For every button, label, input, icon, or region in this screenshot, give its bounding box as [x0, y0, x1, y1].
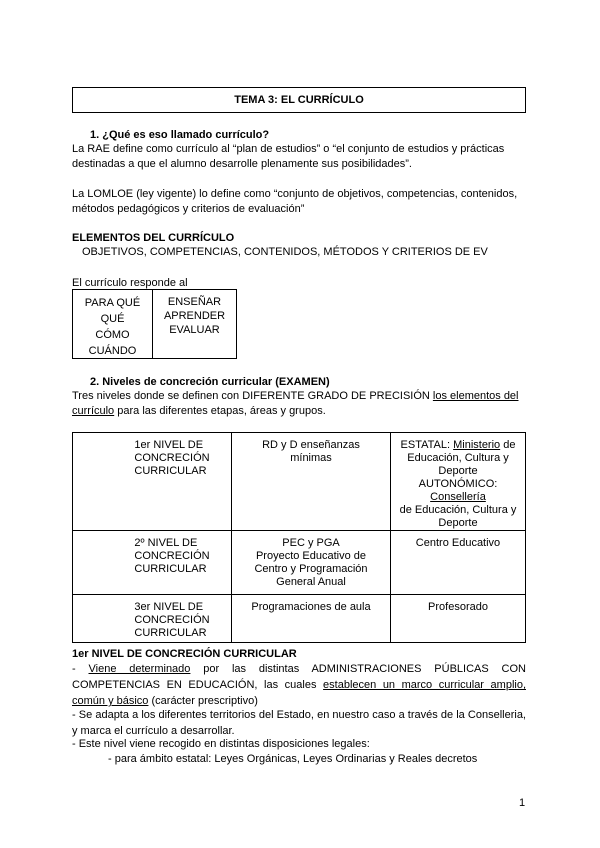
responds-intro: El currículo responde al [72, 277, 188, 289]
section2-heading: 2. Niveles de concreción curricular (EXAMEN) [90, 376, 330, 388]
bullet1-underlined2: establecen un marco curricular amplio, [323, 679, 526, 691]
responds-question: QUÉ [100, 313, 125, 325]
bullet-dash: - [72, 663, 89, 675]
first-level-bullet3: - Este nivel viene recogido en distintas disposiciones legales: [72, 738, 370, 750]
responds-questions-column [73, 290, 153, 358]
elements-list: OBJETIVOS, COMPETENCIAS, CONTENIDOS, MÉTODOS Y CRITERIOS DE EV [82, 246, 488, 258]
level-cell [73, 433, 232, 531]
elements-heading: ELEMENTOS DEL CURRÍCULO [72, 232, 235, 244]
responsible-cell [391, 433, 526, 531]
responsible-line: Centro Educativo [415, 537, 501, 549]
bullet1-text: por las distintas ADMINISTRACIONES PÚBLICAS CON [190, 663, 526, 675]
responds-action: EVALUAR [169, 324, 220, 336]
level-label-line: CONCRECIÓN [134, 452, 210, 464]
table-row [73, 531, 526, 595]
section2-line2 [72, 404, 326, 418]
documents-line: PEC y PGA [282, 537, 340, 549]
section2-line2-underlined: currículo [72, 405, 115, 417]
first-level-heading: 1er NIVEL DE CONCRECIÓN CURRICULAR [72, 648, 297, 660]
section1-paragraph1-line2: destinadas a que el alumno desarrolle plenamente sus posibilidades”. [72, 158, 412, 170]
estatal-label: ESTATAL: [400, 439, 454, 451]
responds-question: CÓMO [95, 329, 130, 341]
first-level-bullet2 [72, 707, 526, 739]
documents-line: Proyecto Educativo de [255, 550, 367, 562]
level-label-line: CURRICULAR [134, 465, 207, 477]
bullet1-text2: COMPETENCIAS EN EDUCACIÓN, las cuales [72, 679, 324, 691]
page-title [72, 87, 526, 113]
responsible-autonomico-line [395, 478, 521, 504]
levels-table [72, 432, 526, 643]
documents-line: RD y D enseñanzas [262, 439, 360, 451]
documents-line: Centro y Programación [254, 563, 368, 575]
responsible-line: Deporte [438, 465, 478, 477]
first-level-bullet4: - para ámbito estatal: Leyes Orgánicas, Leyes Ordinarias y Reales decretos [108, 753, 478, 765]
table-row [73, 595, 526, 643]
bullet1-underlined3: común y básico [72, 695, 149, 707]
documents-cell [232, 433, 391, 531]
level-label-line: 2º NIVEL DE [134, 537, 198, 549]
documents-cell [232, 595, 391, 643]
responsible-line: Educación, Cultura y [407, 452, 509, 464]
first-level-bullet1 [72, 661, 526, 709]
estatal-rest: de [500, 439, 516, 451]
page-title-text: TEMA 3: EL CURRÍCULO [234, 94, 364, 106]
documents-line: General Anual [276, 576, 346, 588]
level-label-line: CONCRECIÓN [134, 614, 210, 626]
responds-action: APRENDER [163, 310, 226, 322]
section1-heading: 1. ¿Qué es eso llamado currículo? [90, 129, 270, 141]
responsible-cell [391, 531, 526, 595]
bullet1-underlined: Viene determinado [88, 663, 191, 675]
level-label-line: CONCRECIÓN [134, 550, 210, 562]
section1-paragraph1-line1: La RAE define como currículo al “plan de estudios” o “el conjunto de estudios y prácticas [72, 143, 505, 155]
responsible-line: de Educación, Cultura y [399, 504, 517, 516]
responds-table [72, 289, 237, 359]
responsible-line: Profesorado [428, 601, 488, 613]
documents-line: mínimas [290, 452, 332, 464]
documents-line: Programaciones de aula [251, 601, 371, 613]
level-cell [73, 531, 232, 595]
section2-line2-text: para las diferentes etapas, áreas y grupos. [114, 405, 326, 417]
level-cell [73, 595, 232, 643]
section2-line1-text: Tres niveles donde se definen con DIFERENTE GRADO DE PRECISIÓN [72, 390, 433, 402]
responsible-cell [391, 595, 526, 643]
bullet2-line2: Conselleria, y marca el currículo a desarrollar. [72, 709, 526, 737]
table-row [73, 433, 526, 531]
section2-line1-underlined: los elementos del [432, 390, 519, 402]
bullet1-text3: (carácter prescriptivo) [148, 695, 258, 707]
page-number: 1 [519, 797, 526, 809]
section2-line1 [72, 389, 519, 403]
level-label-line: CURRICULAR [134, 563, 207, 575]
autonomico-label: AUTONÓMICO: [418, 478, 498, 490]
responds-question: CUÁNDO [88, 345, 137, 357]
responds-actions-column [153, 290, 236, 358]
level-label-line: 3er NIVEL DE [134, 601, 204, 613]
estatal-ministerio: Ministerio [453, 439, 501, 451]
level-label-line: CURRICULAR [134, 627, 207, 639]
responds-action: ENSEÑAR [167, 296, 222, 308]
section1-paragraph2-line2: métodos pedagógicos y criterios de evaluación” [72, 203, 305, 215]
responds-question: PARA QUÉ [84, 297, 141, 309]
section1-paragraph2-line1: La LOMLOE (ley vigente) lo define como “conjunto de objetivos, competencias, contenidos, [72, 188, 518, 200]
level-label-line: 1er NIVEL DE [134, 439, 204, 451]
responsible-line: Deporte [438, 517, 478, 529]
autonomico-conselleria: Consellería [430, 491, 486, 503]
responsible-estatal-line [395, 439, 521, 452]
documents-cell [232, 531, 391, 595]
bullet2-line1: - Se adapta a los diferentes territorios del Estado, en nuestro caso a través de la [72, 709, 465, 721]
